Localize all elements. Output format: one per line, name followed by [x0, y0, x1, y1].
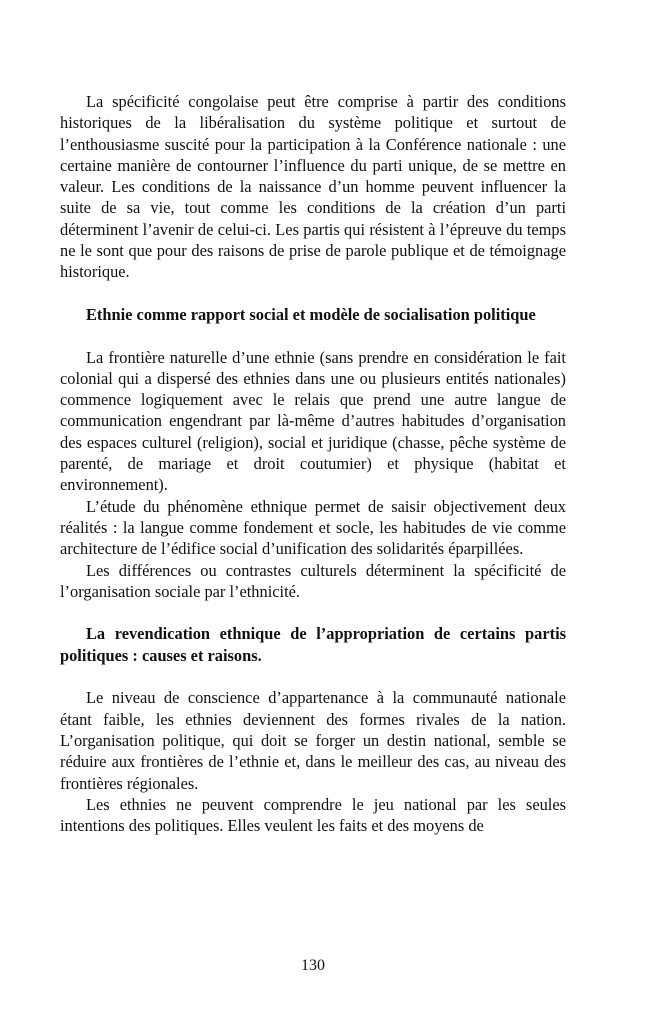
paragraph-ethnic-phenomenon: L’étude du phénomène ethnique permet de saisir objectivement deux réalités : la langue comme fondement et socle, les habitudes de vie comme architecture de l’édifice social d’unification des solidarités éparpillées.: [60, 496, 566, 559]
page-body: [60, 91, 566, 836]
section-heading-ethnie: Ethnie comme rapport social et modèle de socialisation politique: [86, 304, 536, 324]
paragraph-national-game: Les ethnies ne peuvent comprendre le jeu national par les seules intentions des politiques. Elles veulent les faits et des moyens de: [60, 794, 566, 836]
spacer: [60, 602, 566, 623]
paragraph-national-consciousness: Le niveau de conscience d’appartenance à la communauté nationale étant faible, les ethnies deviennent des formes rivales de la nation. L’organisation politique, qui doit se forger un destin national, semble se réduire aux frontières de l’ethnie et, dans le meilleur des cas, au niveau des frontières régionales.: [60, 688, 566, 793]
section-heading-revendication: La revendication ethnique de l’appropriation de certains partis politiques : causes et raisons.: [60, 624, 566, 665]
paragraph-cultural-differences: Les différences ou contrastes culturels déterminent la spécificité de l’organisation sociale par l’ethnicité.: [60, 560, 566, 601]
spacer: [60, 666, 566, 687]
page-number: 130: [301, 957, 325, 974]
spacer: [60, 283, 566, 304]
paragraph-natural-border: La frontière naturelle d’une ethnie (sans prendre en considération le fait colonial qui a dispersé des ethnies dans une ou plusieurs entités nationales) commence logiquement avec le relais que prend une autre langue de communication engendrant par là-même d’autres habitudes d’organisation des espaces culturel (religion), social et juridique (chasse, pêche système de parenté, de mariage et droit coutumier) et physique (habitat et environnement).: [60, 347, 566, 495]
paragraph-congolese-specificity: La spécificité congolaise peut être comprise à partir des conditions historiques de la libéralisation du système politique et surtout de l’enthousiasme suscité pour la participation à la Conférence nationale : une certaine manière de contourner l’influence du parti unique, de se mettre en valeur. Les conditions de la naissance d’un homme peuvent influencer la suite de sa vie, tout comme les conditions de la création d’un parti déterminent l’avenir de celui-ci. Les partis qui résistent à l’épreuve du temps ne le sont que pour des raisons de prise de parole publique et de témoignage historique.: [60, 92, 566, 282]
spacer: [60, 325, 566, 346]
